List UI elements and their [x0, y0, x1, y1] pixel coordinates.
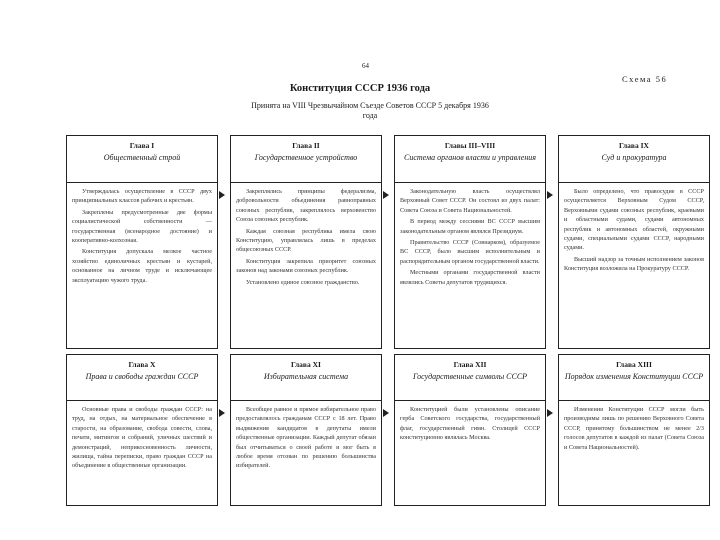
chapter-panel [66, 135, 218, 349]
connector-arrow-icon [219, 191, 225, 199]
chapter-number: Глава XIII [616, 360, 652, 369]
chapter-panel [394, 135, 546, 349]
connector-arrow-icon [383, 409, 389, 417]
chapter-paragraph: Было определено, что правосудие в СССР осуществляется Верховным Судом СССР, Верховными судами союзных республик, краевыми и областными судами, судами автономных республик и автономных областей, окружными судами, специальными судами СССР, народными судами. [564, 188, 704, 252]
chapter-panel [230, 354, 382, 506]
scheme-label: Схема 56 [622, 74, 668, 84]
chapter-name: Порядок изменения Конституции СССР [564, 372, 704, 381]
chapter-panel [394, 354, 546, 506]
chapter-header [559, 136, 709, 183]
connector-arrow-icon [383, 191, 389, 199]
chapter-paragraph: Конституция допускала мелкое частное хозяйство единоличных крестьян и кустарей, основанное на личном труде и исключающее эксплуатацию чужого труда. [72, 248, 212, 284]
chapter-name: Государственные символы СССР [412, 372, 528, 381]
chapter-paragraph: Высший надзор за точным исполнением законов Конституция возложила на Прокуратуру СССР. [564, 255, 704, 273]
chapter-number: Глава IX [619, 141, 649, 150]
chapter-paragraph: Основные права и свободы граждан СССР: на труд, на отдых, на материальное обеспечение в старости, на образование, свобода совести, слова, печати, митингов и собраний, уличных шествий и демонстраций, неприкосновенность личности, жилища, тайна переписки, право граждан СССР на объединение в общественные организации. [72, 406, 212, 470]
chapter-paragraph: В период между сессиями ВС СССР высшим законодательным органом являлся Президиум. [400, 218, 540, 235]
chapter-paragraph: Правительство СССР (Совнарком), образуемое ВС СССР, было высшим исполнительным и распорядительным органом государственной власти. [400, 239, 540, 265]
chapter-header [559, 355, 709, 401]
chapter-paragraph: Изменения Конституции СССР могли быть производимы лишь по решению Верховного Совета СССР, принятому большинством не менее 2/3 голосов депутатов в каждой из палат (Совета Союза и Совета Национальностей). [564, 406, 704, 451]
chapter-panel [230, 135, 382, 349]
chapter-paragraph: Утверждалась осуществление в СССР двух принципиальных классов рабочих и крестьян. [72, 188, 212, 205]
chapter-header [395, 136, 545, 183]
chapter-panel [558, 135, 710, 349]
chapter-paragraph: Закреплялись принципы федерализма, добровольности объединения равноправных союзных республик, закреплялось верховенство Союза союзных республик. [236, 188, 376, 224]
chapter-header [67, 355, 217, 401]
chapter-text [559, 402, 709, 505]
chapter-header [231, 355, 381, 401]
page-subtitle: Принята на VIII Чрезвычайном Съезде Советов СССР 5 декабря 1936 года [251, 101, 489, 120]
chapter-paragraph: Местными органами государственной власти являлись Советы депутатов трудящихся. [400, 269, 540, 286]
chapter-number: Глава XII [453, 360, 487, 369]
chapter-header [395, 355, 545, 401]
chapter-text [67, 402, 217, 505]
chapter-number: Главы III–VIII [444, 141, 496, 150]
chapter-text [559, 184, 709, 348]
page-title: Конституция СССР 1936 года [289, 83, 431, 94]
connector-arrow-icon [547, 409, 553, 417]
chapter-header [67, 136, 217, 183]
connector-arrow-icon [219, 409, 225, 417]
chapter-paragraph: Всеобщее равное и прямое избирательное право предоставлялось гражданам СССР с 18 лет. Право выдвижения кандидатов в депутаты имели общественные организации. Каждый депутат обязан был отчитываться о своей работе и мог быть в любое время отозван по решению большинства избирателей. [236, 406, 376, 470]
chapter-paragraph: Законодательную власть осуществлял Верховный Совет СССР. Он состоял из двух палат: Совета Союза и Совета Национальностей. [400, 188, 540, 214]
chapter-number: Глава X [128, 360, 156, 369]
chapter-text [395, 184, 545, 348]
chapter-name: Права и свободы граждан СССР [85, 372, 199, 381]
chapter-paragraph: Конституцией были установлены описание герба Советского государства, государственный флаг, государственный гимн. Столицей СССР конституционно являлась Москва. [400, 406, 540, 442]
page-number: 64 [362, 62, 369, 70]
chapter-name: Система органов власти и управления [403, 153, 537, 162]
chapter-number: Глава I [129, 141, 155, 150]
chapter-name: Общественный строй [103, 153, 181, 162]
chapter-text [231, 402, 381, 505]
chapter-paragraph: Каждая союзная республика имела свою Конституцию, управлялась лишь в пределах общесоюзных СССР. [236, 227, 376, 254]
chapter-name: Избирательная система [263, 372, 349, 381]
chapter-name: Государственное устройство [254, 153, 358, 162]
connector-arrow-icon [547, 191, 553, 199]
chapter-number: Глава XI [291, 360, 321, 369]
chapter-paragraph: Установлено единое союзное гражданство. [246, 278, 360, 286]
chapter-text [395, 402, 545, 505]
chapter-header [231, 136, 381, 183]
chapter-paragraph: Конституция закрепила приоритет союзных законов над законами союзных республик. [236, 257, 376, 275]
chapter-panel [558, 354, 710, 506]
chapter-text [67, 184, 217, 348]
chapter-text [231, 184, 381, 348]
chapter-name: Суд и прокуратура [601, 153, 667, 162]
chapter-panel [66, 354, 218, 506]
chapter-paragraph: Закреплены предусмотренные две формы социалистической собственности — государственная (всенародное достояние) и кооперативно-колхозная. [72, 208, 212, 245]
chapter-number: Глава II [292, 141, 320, 150]
